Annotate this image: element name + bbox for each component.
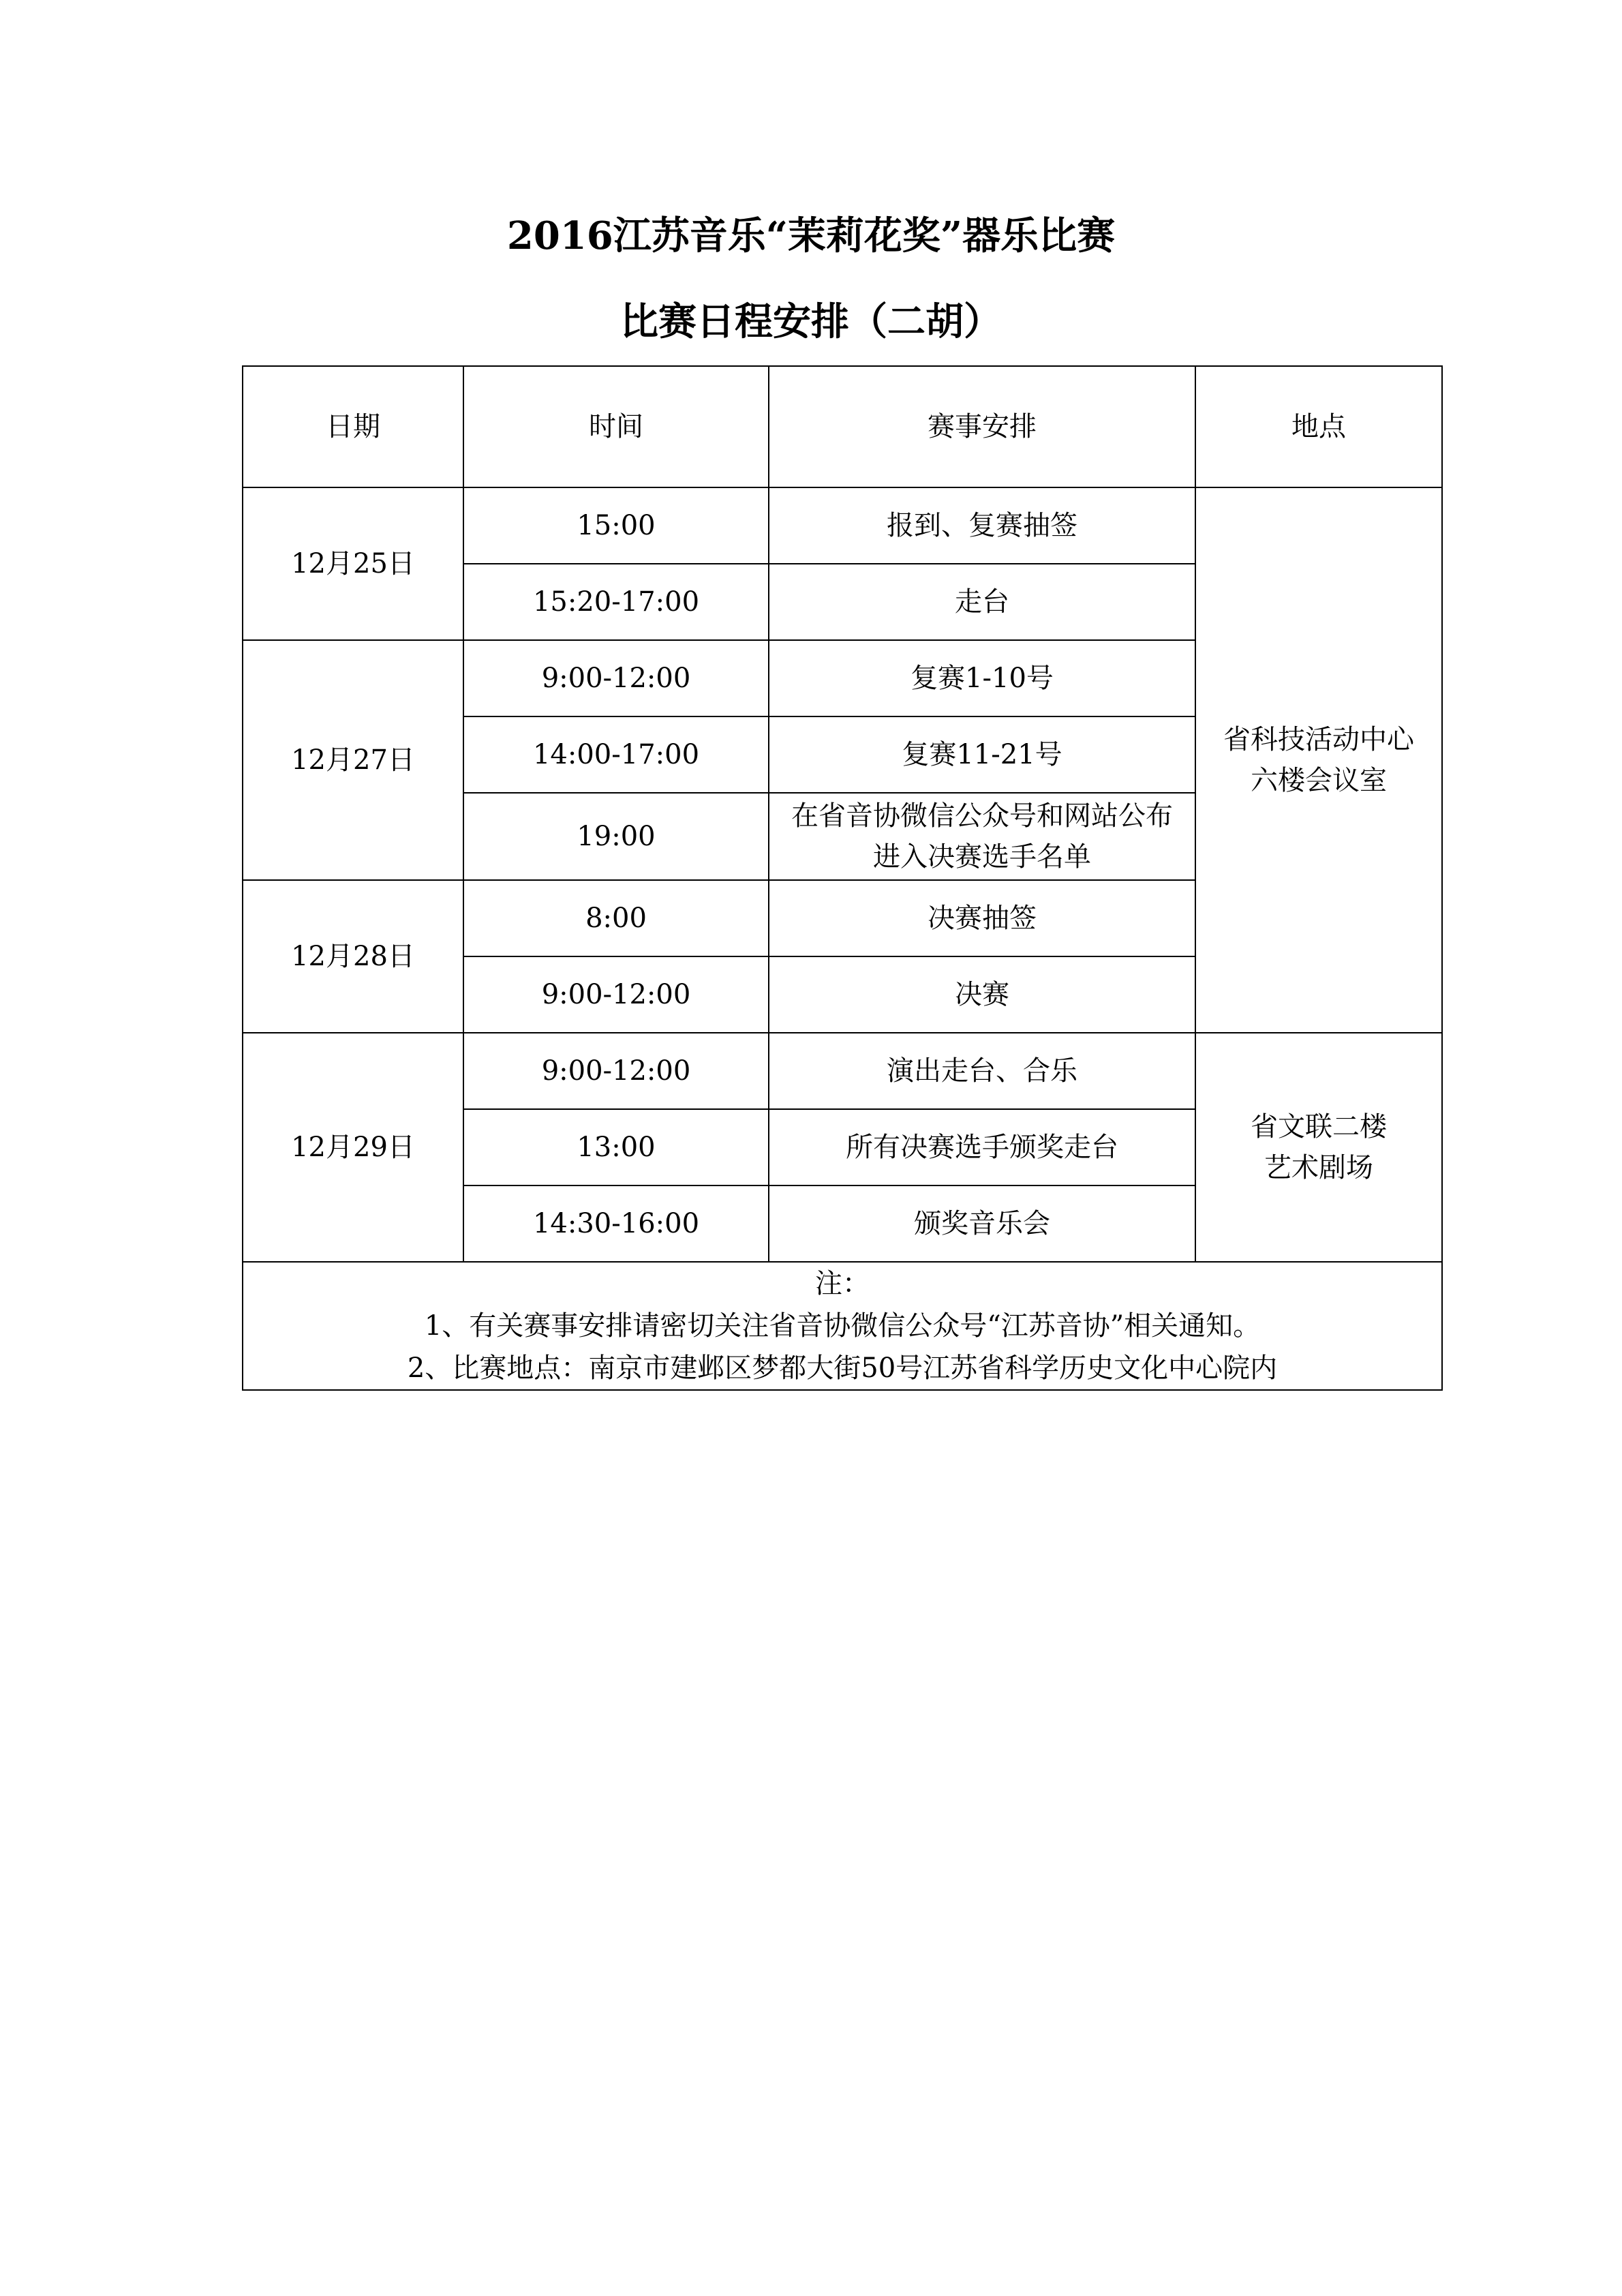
notes-label: 注： [815, 1268, 870, 1299]
time-cell: 9:00-12:00 [463, 1033, 769, 1109]
time-cell: 15:20-17:00 [463, 564, 769, 640]
time-cell: 14:00-17:00 [463, 716, 769, 793]
time-cell: 14:30-16:00 [463, 1185, 769, 1262]
notes-row [243, 1262, 1442, 1390]
schedule-table [242, 365, 1443, 1391]
date-cell: 12月25日 [243, 487, 463, 640]
venue-line: 省文联二楼 [1251, 1111, 1387, 1143]
date-cell: 12月28日 [243, 880, 463, 1033]
page-title: 2016江苏音乐“茉莉花奖”器乐比赛 [506, 213, 1116, 258]
table-row [243, 1033, 1442, 1109]
date-cell: 12月29日 [243, 1033, 463, 1262]
venue-line: 省科技活动中心 [1223, 724, 1414, 755]
event-cell: 所有决赛选手颁奖走台 [769, 1109, 1195, 1185]
venue-line: 艺术剧场 [1264, 1152, 1373, 1183]
event-cell: 复赛11-21号 [769, 716, 1195, 793]
event-cell: 走台 [769, 564, 1195, 640]
page-subtitle: 比赛日程安排（二胡） [620, 299, 1002, 344]
header-event: 赛事安排 [769, 366, 1195, 487]
event-cell: 决赛抽签 [769, 880, 1195, 956]
header-time: 时间 [463, 366, 769, 487]
time-cell: 13:00 [463, 1109, 769, 1185]
venue-line: 六楼会议室 [1251, 765, 1387, 796]
date-cell: 12月27日 [243, 640, 463, 880]
time-cell: 9:00-12:00 [463, 640, 769, 716]
event-cell: 颁奖音乐会 [769, 1185, 1195, 1262]
event-cell: 报到、复赛抽签 [769, 487, 1195, 564]
table-row [243, 487, 1442, 564]
event-cell: 决赛 [769, 956, 1195, 1033]
time-cell: 8:00 [463, 880, 769, 956]
header-date: 日期 [243, 366, 463, 487]
venue-cell [1195, 487, 1442, 1033]
notes-cell [243, 1262, 1442, 1390]
event-cell: 演出走台、合乐 [769, 1033, 1195, 1109]
time-cell: 15:00 [463, 487, 769, 564]
note-item: 2、比赛地点：南京市建邺区梦都大街50号江苏省科学历史文化中心院内 [407, 1353, 1278, 1384]
event-cell: 复赛1-10号 [769, 640, 1195, 716]
note-item: 1、有关赛事安排请密切关注省音协微信公众号“江苏音协”相关通知。 [424, 1310, 1261, 1342]
header-venue: 地点 [1195, 366, 1442, 487]
time-cell: 19:00 [463, 793, 769, 880]
time-cell: 9:00-12:00 [463, 956, 769, 1033]
venue-cell [1195, 1033, 1442, 1262]
table-header-row [243, 366, 1442, 487]
event-cell: 在省音协微信公众号和网站公布进入决赛选手名单 [769, 793, 1195, 880]
